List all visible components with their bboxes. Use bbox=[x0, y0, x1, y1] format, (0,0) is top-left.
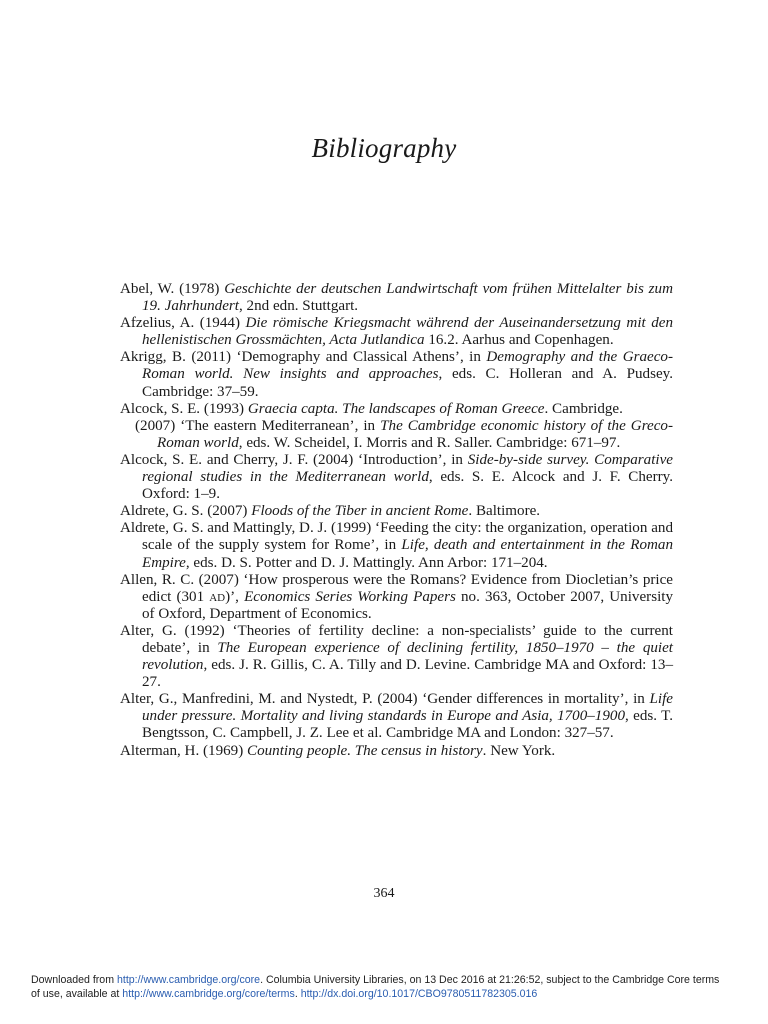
reference-text: Alter, G., Manfredini, M. and Nystedt, P. (2004) ‘Gender differences in mortality’, in bbox=[120, 691, 650, 708]
reference-text: , eds. W. Scheidel, I. Morris and R. Saller. Cambridge: 671–97. bbox=[238, 434, 621, 451]
reference-text: Allen, R. C. (2007) ‘How prosperous were the Romans? Evidence from Diocletian’s price edict (301 bbox=[120, 571, 673, 605]
footer-access-text: . Columbia University Libraries, on 13 Dec 2016 at 21:26:52, subject to the Cambridge Core terms bbox=[260, 974, 720, 986]
reference-text: Alcock, S. E. and Cherry, J. F. (2004) ‘Introduction’, in bbox=[120, 451, 468, 468]
reference-entry bbox=[120, 691, 673, 742]
reference-entry bbox=[120, 743, 673, 760]
reference-text: , eds. T. Bengtsson, C. Campbell, J. Z. Lee et al. Cambridge MA and London: 327–57. bbox=[142, 708, 673, 742]
reference-text: 16.2. Aarhus and Copenhagen. bbox=[424, 332, 614, 349]
reference-entry bbox=[120, 401, 673, 418]
footer-line-1 bbox=[31, 973, 768, 987]
page-number: 364 bbox=[373, 886, 395, 901]
reference-text: )’, bbox=[225, 588, 245, 605]
reference-italic-text: Demography and the Graeco-Roman world. New insights and approaches bbox=[142, 349, 673, 383]
reference-text: Alter, G. (1992) ‘Theories of fertility decline: a non-specialists’ guide to the current debate’, in bbox=[120, 622, 673, 656]
reference-entry bbox=[120, 623, 673, 691]
reference-text: ad bbox=[209, 588, 226, 605]
reference-text: , eds. D. S. Potter and D. J. Mattingly. Ann Arbor: 171–204. bbox=[185, 554, 548, 571]
reference-italic-text: The European experience of declining fertility, 1850–1970 – the quiet revolution bbox=[142, 639, 674, 674]
reference-italic-text: Geschichte der deutschen Landwirtschaft vom frühen Mittelalter bis zum 19. Jahrhundert bbox=[142, 281, 673, 315]
reference-italic-text: The Cambridge economic history of the Greco-Roman world bbox=[157, 417, 673, 451]
reference-text: (2007) ‘The eastern Mediterranean’, in bbox=[135, 417, 381, 434]
core-link[interactable]: http://www.cambridge.org/core bbox=[116, 974, 261, 986]
reference-text: , 2nd edn. Stuttgart. bbox=[239, 298, 359, 315]
reference-entry bbox=[120, 503, 673, 520]
reference-italic-text: Floods of the Tiber in ancient Rome bbox=[251, 503, 469, 520]
reference-text: , eds. C. Holleran and A. Pudsey. Cambridge: 37–59. bbox=[142, 366, 673, 400]
reference-italic-text: Economics Series Working Papers bbox=[244, 588, 456, 605]
reference-italic-text: Die römische Kriegsmacht während der Auseinandersetzung mit den hellenistischen Grossmächten, Acta Jutlandica bbox=[142, 315, 673, 349]
reference-entry bbox=[120, 572, 673, 623]
reference-entry bbox=[120, 418, 673, 452]
reference-italic-text: Side-by-side survey. Comparative regional studies in the Mediterranean world bbox=[142, 451, 673, 486]
reference-text: , eds. J. R. Gillis, C. A. Tilly and D. Levine. Cambridge MA and Oxford: 13–27. bbox=[142, 657, 673, 691]
page-title: Bibliography bbox=[311, 133, 457, 163]
reference-italic-text: Life, death and entertainment in the Roman Empire bbox=[142, 537, 673, 571]
terms-link[interactable]: http://www.cambridge.org/core/terms bbox=[122, 988, 295, 1000]
reference-italic-text: Graecia capta. The landscapes of Roman Greece bbox=[247, 400, 545, 417]
reference-text: . Cambridge. bbox=[544, 400, 623, 417]
reference-list bbox=[120, 281, 673, 760]
reference-entry bbox=[120, 349, 673, 400]
doi-link[interactable]: http://dx.doi.org/10.1017/CBO9780511782305.016 bbox=[300, 988, 538, 1000]
reference-text: Abel, W. (1978) bbox=[120, 281, 225, 297]
footer-separator: . bbox=[294, 988, 301, 1000]
reference-italic-text: Counting people. The census in history bbox=[247, 742, 483, 759]
reference-entry bbox=[120, 520, 673, 571]
footer-terms-prefix: of use, available at bbox=[31, 988, 123, 1000]
reference-text: . New York. bbox=[482, 742, 556, 759]
footer-line-2 bbox=[31, 987, 768, 1001]
reference-entry bbox=[120, 281, 673, 315]
reference-text: Akrigg, B. (2011) ‘Demography and Classical Athens’, in bbox=[120, 349, 487, 366]
reference-text: Alterman, H. (1969) bbox=[120, 742, 248, 759]
reference-text: . Baltimore. bbox=[468, 503, 541, 520]
reference-entry bbox=[120, 315, 673, 349]
download-footer bbox=[31, 973, 768, 1001]
reference-entry bbox=[120, 452, 673, 503]
reference-text: Aldrete, G. S. and Mattingly, D. J. (1999) ‘Feeding the city: the organization, operation and scale of the supply system for Rome’, in bbox=[120, 520, 673, 554]
reference-text: Afzelius, A. (1944) bbox=[120, 315, 246, 332]
reference-italic-text: Life under pressure. Mortality and living standards in Europe and Asia, 1700–1900 bbox=[142, 691, 673, 725]
reference-text: , eds. S. E. Alcock and J. F. Cherry. Oxford: 1–9. bbox=[142, 469, 673, 503]
reference-text: Aldrete, G. S. (2007) bbox=[120, 503, 252, 520]
reference-text: no. 363, October 2007, University of Oxford, Department of Economics. bbox=[142, 588, 674, 622]
footer-downloaded-from: Downloaded from bbox=[31, 974, 117, 986]
reference-text: Alcock, S. E. (1993) bbox=[120, 400, 248, 417]
